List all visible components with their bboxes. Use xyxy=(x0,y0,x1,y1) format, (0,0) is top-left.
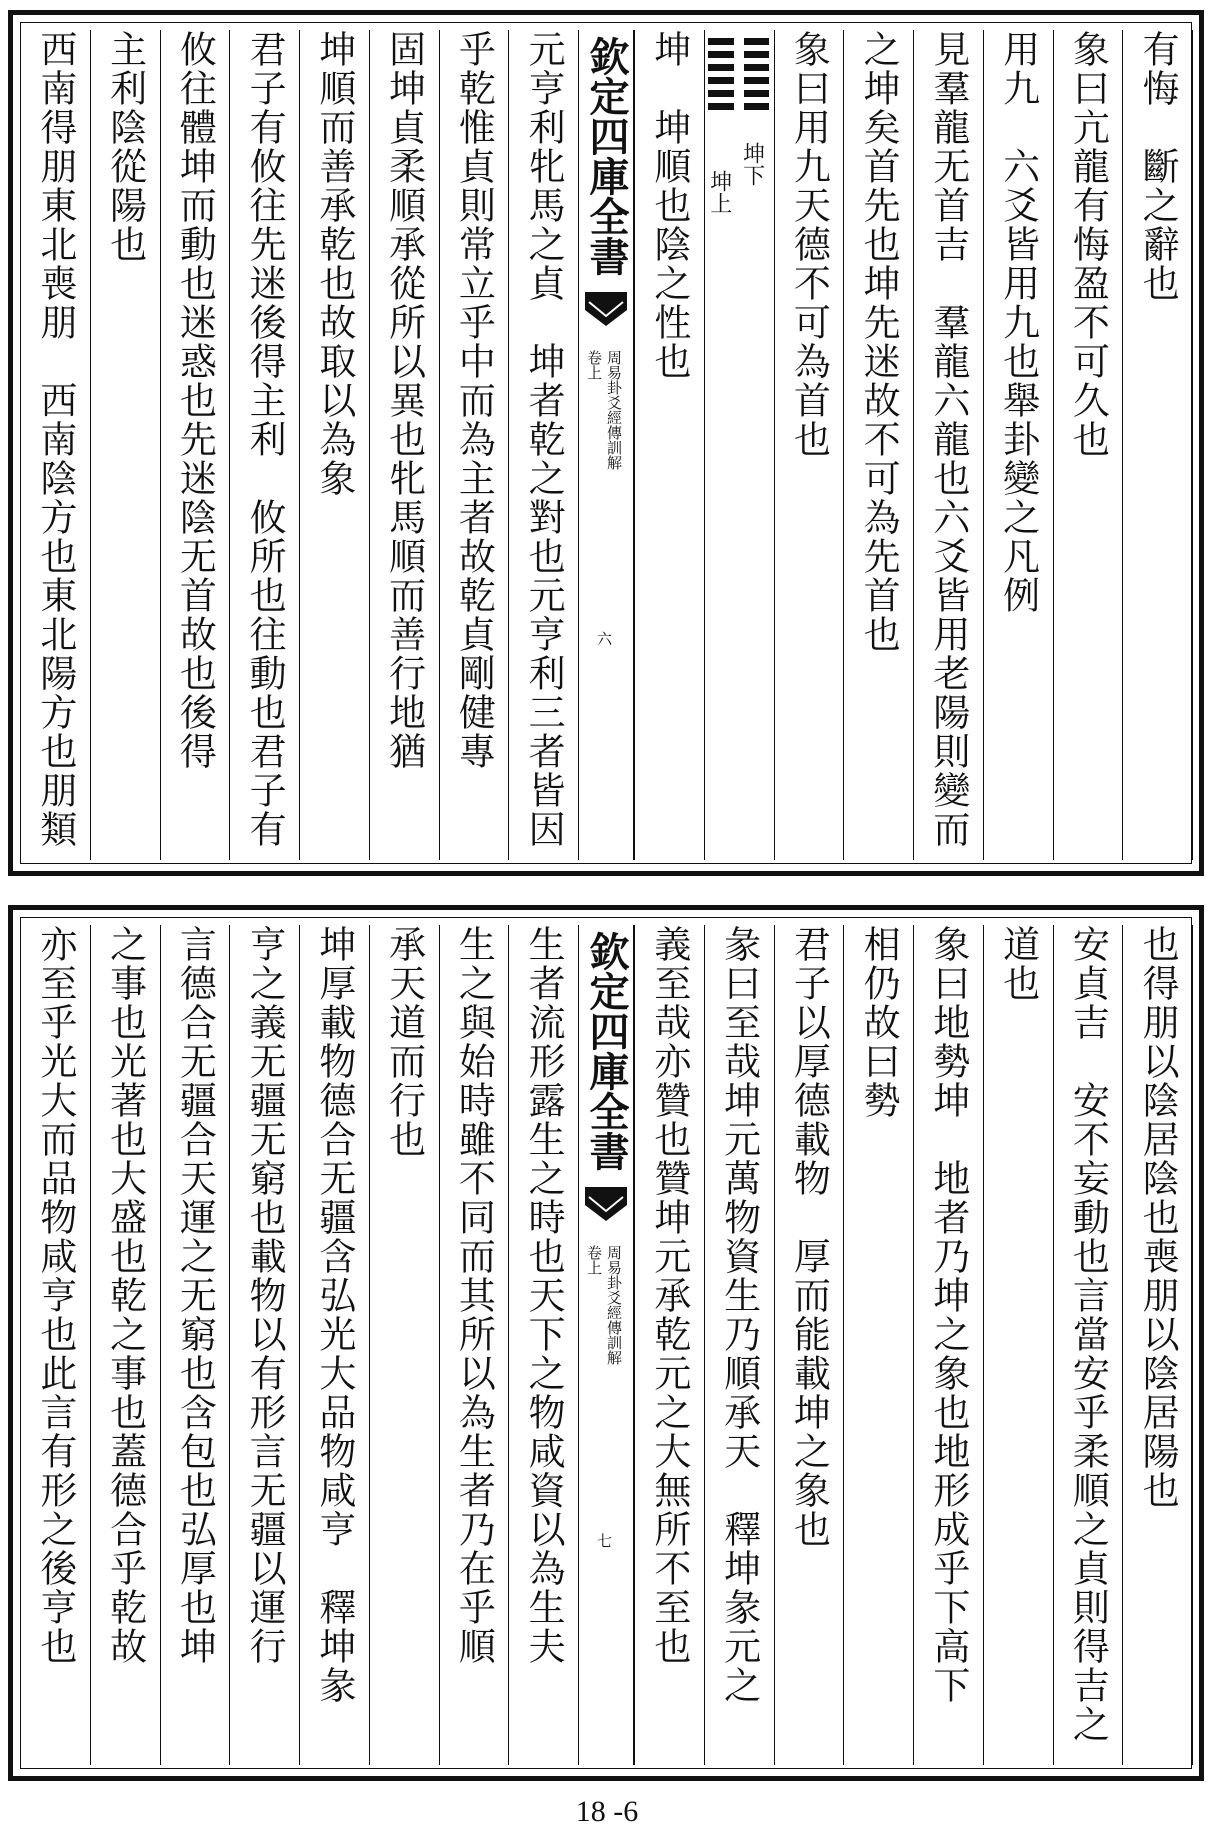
text-column xyxy=(786,925,830,1765)
column-rule xyxy=(1053,30,1054,860)
edge-rule xyxy=(1192,30,1193,860)
text-column xyxy=(717,925,761,1765)
broken-line-left xyxy=(708,64,734,71)
text-column xyxy=(521,925,565,1765)
broken-line-right xyxy=(744,64,770,71)
column-text: 之坤矣首先也坤先迷故不可為先首也 xyxy=(857,30,901,654)
column-rule xyxy=(843,925,844,1765)
text-column xyxy=(382,925,426,1765)
column-text: 彖曰至哉坤元萬物資生乃順承天 釋坤彖元之 xyxy=(717,925,761,1705)
text-column xyxy=(172,30,216,860)
column-text: 象曰亢龍有悔盈不可久也 xyxy=(1066,30,1110,459)
column-text: 生之與始時雖不同而其所以為生者乃在乎順 xyxy=(452,925,496,1666)
column-text: 攸往體坤而動也迷惑也先迷陰无首故也後得 xyxy=(173,30,217,771)
column-rule xyxy=(90,30,91,860)
gutter-title: 欽定四庫全書 xyxy=(583,36,630,276)
column-text: 有悔 斷之辭也 xyxy=(1136,30,1180,303)
column-rule xyxy=(439,925,440,1765)
broken-line-left xyxy=(708,77,734,84)
column-text: 主利陰從陽也 xyxy=(103,30,147,264)
column-text: 道也 xyxy=(996,925,1040,1003)
column-rule xyxy=(20,925,21,1765)
column-text: 安貞吉 安不妄動也言當安乎柔順之貞則得吉之 xyxy=(1066,925,1110,1744)
text-column xyxy=(926,30,970,860)
column-text: 坤厚載物德合无疆含弘光大品物咸亨 釋坤彖 xyxy=(312,925,356,1705)
text-column xyxy=(33,30,77,860)
column-text: 象曰地勢坤 地者乃坤之象也地形成乎下高下 xyxy=(926,925,970,1705)
kun-hexagram-icon xyxy=(708,38,770,118)
column-text: 君子以厚德載物 厚而能載坤之象也 xyxy=(787,925,831,1549)
column-rule xyxy=(20,30,21,860)
column-rule xyxy=(508,925,509,1765)
column-rule xyxy=(1053,925,1054,1765)
text-column xyxy=(33,925,77,1765)
column-text: 亨之義无疆无窮也載物以有形言无疆以運行 xyxy=(243,925,287,1666)
column-rule xyxy=(843,30,844,860)
bottom-page xyxy=(0,895,1214,1790)
broken-line-right xyxy=(744,77,770,84)
column-text: 亦至乎光大而品物咸亨也此言有形之後亨也 xyxy=(33,925,77,1666)
text-column xyxy=(521,30,565,860)
column-text: 乎乾惟貞則常立乎中而為主者故乾貞剛健專 xyxy=(452,30,496,771)
broken-line-left xyxy=(708,38,734,45)
hexagram-upper-label: 坤上 xyxy=(706,170,732,214)
center-gutter xyxy=(578,925,634,1765)
text-column xyxy=(856,30,900,860)
text-column xyxy=(242,925,286,1765)
text-column xyxy=(1065,30,1109,860)
column-rule xyxy=(439,30,440,860)
text-column xyxy=(996,30,1040,860)
broken-line-left xyxy=(708,103,734,110)
column-text: 象曰用九天德不可為首也 xyxy=(787,30,831,459)
column-rule xyxy=(774,925,775,1765)
column-rule xyxy=(983,30,984,860)
column-text: 君子有攸往先迷後得主利 攸所也往動也君子有 xyxy=(243,30,287,849)
column-rule xyxy=(160,925,161,1765)
column-rule xyxy=(774,30,775,860)
column-text: 之事也光著也大盛也乾之事也蓋德合乎乾故 xyxy=(103,925,147,1666)
hexagram-lower-label: 坤下 xyxy=(739,142,765,186)
text-column xyxy=(451,30,495,860)
column-text: 也得朋以陰居陰也喪朋以陰居陽也 xyxy=(1136,925,1180,1510)
column-rule xyxy=(508,30,509,860)
column-text: 見羣龍无首吉 羣龍六龍也六爻皆用老陽則變而 xyxy=(926,30,970,849)
column-rule xyxy=(913,30,914,860)
broken-line-left xyxy=(708,90,734,97)
broken-line-right xyxy=(744,38,770,45)
column-rule xyxy=(634,925,635,1765)
column-rule xyxy=(983,925,984,1765)
column-text: 坤 坤順也陰之性也 xyxy=(647,30,691,381)
page-number: 18 -6 xyxy=(575,1795,639,1828)
text-column xyxy=(172,925,216,1765)
column-text: 元亨利牝馬之貞 坤者乾之對也元亨利三者皆因 xyxy=(522,30,566,849)
column-rule xyxy=(1122,925,1123,1765)
column-text: 用九 六爻皆用九也舉卦變之凡例 xyxy=(996,30,1040,615)
column-rule xyxy=(369,30,370,860)
column-rule xyxy=(299,925,300,1765)
text-column xyxy=(1135,925,1179,1765)
text-column xyxy=(926,925,970,1765)
broken-line-right xyxy=(744,103,770,110)
column-rule xyxy=(90,925,91,1765)
text-column xyxy=(312,925,356,1765)
text-column xyxy=(856,925,900,1765)
gutter-book-title: 周易卦爻經傳訓解 xyxy=(605,1245,623,1365)
text-column xyxy=(996,925,1040,1765)
fish-tail-mark-icon xyxy=(585,1187,627,1229)
column-rule xyxy=(1122,30,1123,860)
column-rule xyxy=(913,925,914,1765)
top-page xyxy=(0,0,1214,880)
text-column xyxy=(312,30,356,860)
text-column xyxy=(451,925,495,1765)
column-rule xyxy=(704,30,705,860)
column-rule xyxy=(229,30,230,860)
broken-line-left xyxy=(708,51,734,58)
text-column xyxy=(786,30,830,860)
column-text: 承天道而行也 xyxy=(382,925,426,1159)
center-gutter xyxy=(578,30,634,860)
column-text: 生者流形露生之時也天下之物咸資以為生夫 xyxy=(522,925,566,1666)
column-rule xyxy=(704,925,705,1765)
column-rule xyxy=(369,925,370,1765)
text-column xyxy=(647,925,691,1765)
gutter-book-title: 周易卦爻經傳訓解 xyxy=(605,350,623,470)
text-column xyxy=(1135,30,1179,860)
gutter-volume: 卷上 xyxy=(585,1245,603,1275)
top-page-columns xyxy=(20,30,1192,860)
column-text: 固坤貞柔順承從所以異也牝馬順而善行地猶 xyxy=(382,30,426,771)
column-text: 相仍故曰勢 xyxy=(857,925,901,1120)
gutter-leaf-number: 六 xyxy=(597,629,613,648)
column-text: 坤順而善承乾也故取以為象 xyxy=(312,30,356,498)
column-rule xyxy=(299,30,300,860)
text-column xyxy=(242,30,286,860)
text-column xyxy=(647,30,691,860)
text-column xyxy=(103,30,147,860)
text-column xyxy=(1065,925,1109,1765)
gutter-leaf-number: 七 xyxy=(597,1531,613,1550)
column-text: 西南得朋東北喪朋 西南陰方也東北陽方也朋類 xyxy=(33,30,77,849)
gutter-volume: 卷上 xyxy=(585,350,603,380)
gutter-title: 欽定四庫全書 xyxy=(583,931,630,1171)
text-column xyxy=(103,925,147,1765)
column-rule xyxy=(229,925,230,1765)
fish-tail-mark-icon xyxy=(585,292,627,334)
broken-line-right xyxy=(744,51,770,58)
text-column xyxy=(382,30,426,860)
edge-rule xyxy=(1192,925,1193,1765)
column-text: 言德合无疆合天運之无窮也含包也弘厚也坤 xyxy=(173,925,217,1666)
column-rule xyxy=(160,30,161,860)
column-rule xyxy=(634,30,635,860)
bottom-page-columns xyxy=(20,925,1192,1765)
broken-line-right xyxy=(744,90,770,97)
column-text: 義至哉亦贊也贊坤元承乾元之大無所不至也 xyxy=(647,925,691,1666)
